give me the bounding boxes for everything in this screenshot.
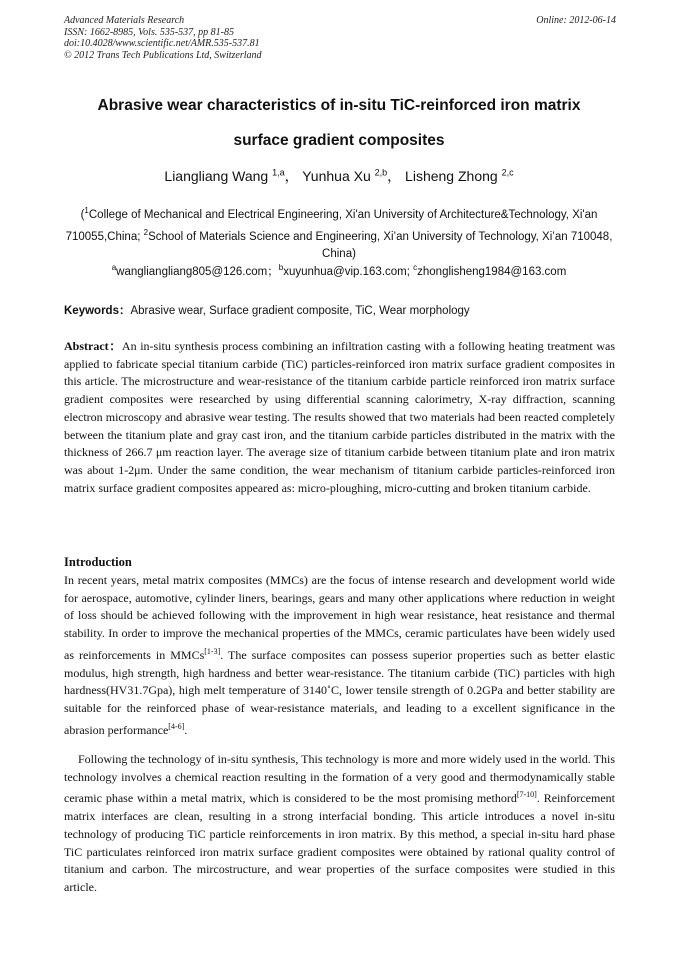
keywords (64, 302, 616, 318)
citation-ref[interactable]: [4-6] (168, 721, 185, 731)
online-date: Online: 2012-06-14 (536, 15, 616, 26)
author-separator: ， (284, 168, 299, 184)
paper-title (60, 88, 618, 158)
abstract-text: An in-situ synthesis process combining an infiltration casting with a following heating treatment was applied to fabricate special titanium carbide (TiC) particles-reinforced iron matrix surface gradient composites in this article. The microstructure and wear-resistance of the titanium carbide particle reinforced iron matrix surface gradient composites were researched by using differential scanning calorimetry, X-ray diffraction, scanning electron microscopy and abrasive wear testing. The results showed that two materials had been reacted completely between the titanium plate and gray cast iron, and the titanium carbide particles distributed in the matrix with the thickness of 266.7 μm reaction layer. The average size of titanium carbide between titanium plate and iron matrix was about 1-2μm. Under the same condition, the wear mechanism of titanium carbide particles-reinforced iron matrix surface gradient composites appeared as: micro-ploughing, micro-cutting and broken titanium carbide. (64, 339, 615, 495)
author-name: Lisheng Zhong (405, 168, 498, 184)
email-mark: b (278, 263, 284, 273)
affiliations (60, 202, 618, 263)
abstract-label: Abstract： (64, 339, 122, 353)
email-separator: ; (406, 266, 414, 278)
author-affil-mark: 2,c (501, 167, 514, 178)
email-mark: a (111, 263, 117, 273)
author-name: Yunhua Xu (302, 168, 371, 184)
email-address[interactable]: zhonglisheng1984@163.com (417, 266, 567, 278)
email-address[interactable]: xuyunhua@vip.163.com (283, 266, 407, 278)
author-affil-mark: 2,b (374, 167, 388, 178)
issn-line: ISSN: 1662-8985, Vols. 535-537, pp 81-85 (64, 26, 234, 38)
abstract (64, 338, 615, 497)
doi-line: doi:10.4028/www.scientific.net/AMR.535-537.81 (64, 38, 260, 49)
author-separator: ， (387, 168, 402, 184)
paragraph-text: . The surface composites can possess superior properties such as better elastic modulus, high strength, high hardness and better wear-resistance. The titanium carbide (TiC) particles with high hardness(HV31.7Gpa), high melt temperature of 3140˚C, lower tensile strength of 0.2GPa and better stability are suitable for the reinforced phase of wear-resistance materials, and leading to a excellent significance in the abrasion performance (64, 647, 616, 737)
keywords-text: Abrasive wear, Surface gradient composite, TiC, Wear morphology (130, 305, 470, 317)
author-list (60, 166, 618, 186)
email-separator: ； (267, 266, 279, 278)
affiliation-1: College of Mechanical and Electrical Engineering, Xi'an University of Architecture&Technology, Xi'an 710055,China; (65, 208, 598, 243)
email-mark: c (413, 263, 418, 273)
keywords-label: Keywords： (64, 305, 131, 317)
citation-ref[interactable]: [1-3] (204, 646, 221, 656)
affil-mark-1: 1 (84, 206, 89, 215)
paragraph-text: In recent years, metal matrix composites (MMCs) are the focus of intense research and development world wide for aerospace, automotive, cylinder liners, bearings, gears and many other applications where reduction in weight of loss should be achieved following with the improvement in high wear resistance, heat resistance and thermal stability. In order to improve the mechanical properties of the MMCs, ceramic particulates have been widely used as reinforcements in MMCs (64, 573, 615, 662)
section-heading-introduction: Introduction (64, 555, 132, 569)
title-line-2: surface gradient composites (233, 132, 445, 149)
copyright-line: © 2012 Trans Tech Publications Ltd, Switzerland (64, 49, 262, 61)
affiliation-2: School of Materials Science and Engineering, Xi’an University of Technology, Xi’an 710048, China) (148, 230, 613, 260)
affil-mark-2: 2 (143, 227, 149, 237)
journal-header (64, 15, 616, 61)
paragraph-text: . Reinforcement matrix interfaces are clean, resulting in a strong interfacial bonding. This article introduces a novel in-situ technology of producing TiC particle reinforcements in iron matrix. By this method, a special in-situ hard phase TiC particulates reinforced iron matrix surface gradient composites were obtained by rational quality control of titanium and carbon. The mircostructure, and wear properties of the surface composites were studied in this article. (64, 791, 615, 894)
email-list (60, 263, 618, 279)
email-address[interactable]: wangliangliang805@126.com (116, 266, 268, 278)
paragraph-text: . (184, 722, 188, 737)
citation-ref[interactable]: [7-10] (516, 790, 537, 800)
intro-paragraph-1 (64, 572, 615, 739)
title-line-1: Abrasive wear characteristics of in-situ TiC-reinforced iron matrix (97, 97, 581, 114)
affil-open-paren: ( (80, 208, 85, 221)
author-name: Liangliang Wang (164, 168, 269, 184)
paragraph-text: Following the technology of in-situ synthesis, This technology is more and more widely used in the world. This technology involves a chemical reaction resulting in the formation of a very good and thermodynamically stable ceramic phase within a metal matrix, which is considered to be the most promising methord (64, 752, 615, 806)
intro-paragraph-2 (64, 751, 615, 897)
journal-name: Advanced Materials Research (64, 15, 185, 26)
author-affil-mark: 1,a (272, 167, 285, 178)
